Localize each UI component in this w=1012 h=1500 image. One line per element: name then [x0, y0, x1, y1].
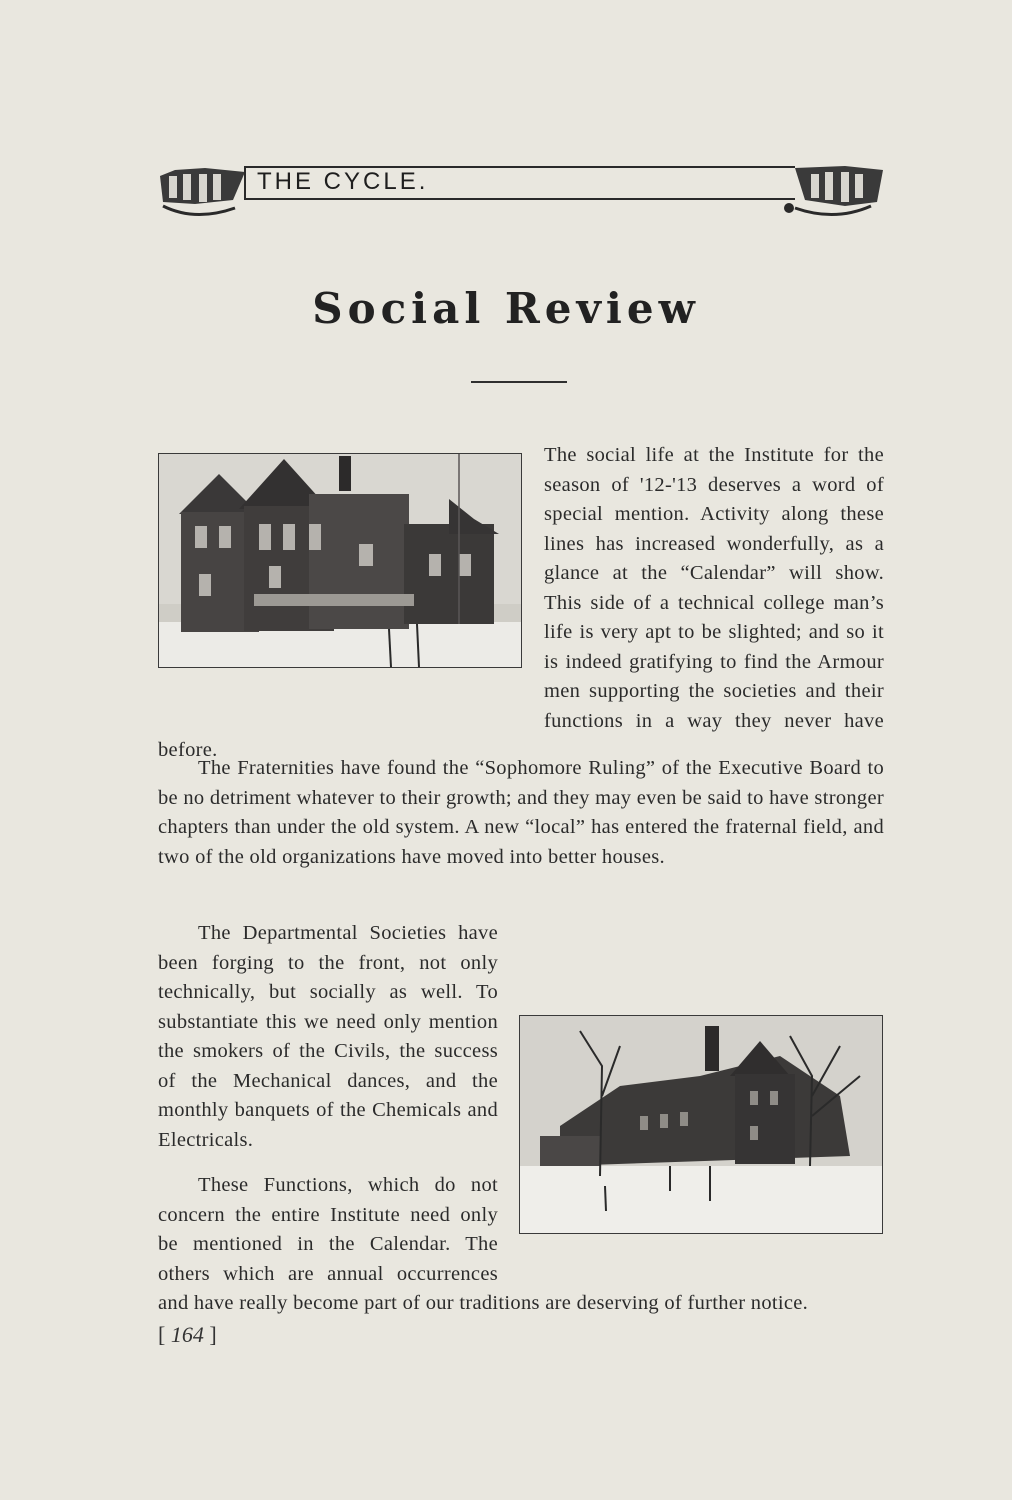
paragraph: [158, 754, 884, 872]
paragraph-text: The Departmental Societies have been forging to the front, not only technically, but socially as well. To substantiate this we need only mention the smokers of the Civils, the success of the Mechanical dances, and the monthly banquets of the Chemicals and Electricals.: [158, 922, 498, 1151]
header-banner: [155, 162, 883, 222]
title-divider: [471, 381, 567, 383]
page-title: Social Review: [312, 284, 700, 333]
banner-title: THE CYCLE.: [257, 168, 429, 195]
page-number-bracket-close: ]: [209, 1322, 217, 1347]
paragraph: The social life at the Institute for the season of '12-'13 deserves a word of special mention. Activity along these lines has increased wonderfully, as a glance at the “Calendar” will show. This side of a technical college man’s life is very apt to be slighted; and so it is indeed gratifying to find the Armour men supporting the societies and their functions in a way they never have before.: [158, 444, 884, 761]
paragraph: [158, 919, 884, 1319]
page-number: [158, 1322, 217, 1348]
paragraph-text: These Functions, which do not concern the entire Institute need only be mentioned in the Calendar. The others which are annual occurrences and have really become part of our traditions are deserving of further notice.: [158, 1174, 809, 1314]
page-number-bracket-open: [: [158, 1322, 166, 1347]
paragraph-text: The Fraternities have found the “Sophomore Ruling” of the Executive Board to be no detriment whatever to their growth; and they may even be said to have stronger chapters than under the old system. A new “local” has entered the fraternal field, and two of the old organizations have moved into better houses.: [158, 757, 884, 868]
page-number-value: 164: [170, 1322, 204, 1347]
